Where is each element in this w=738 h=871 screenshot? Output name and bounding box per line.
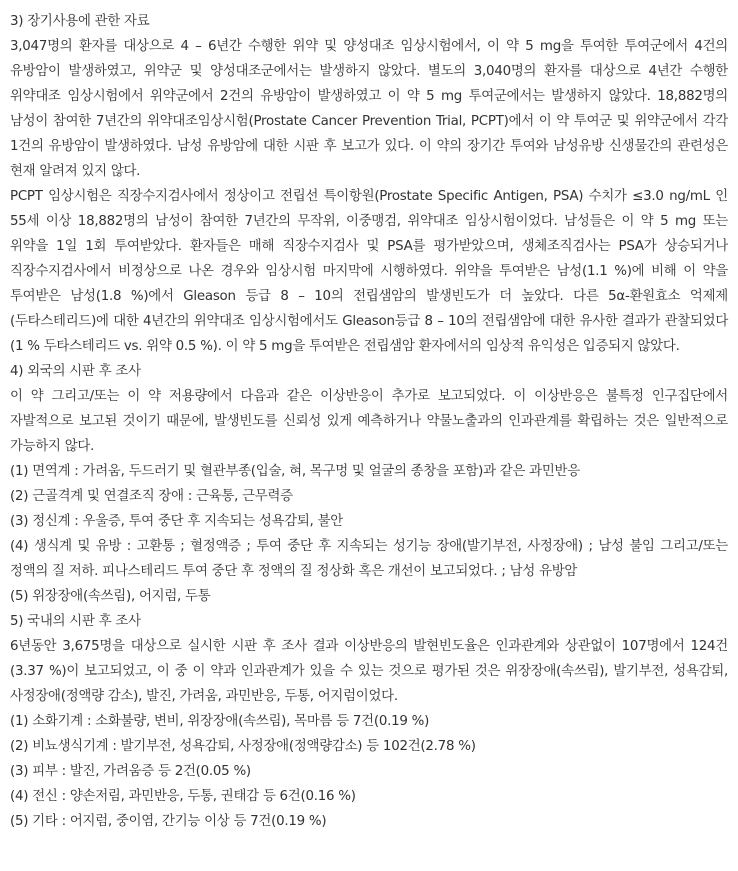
list-item-skin: (3) 피부 : 발진, 가려움증 등 2건(0.05 %) [10, 764, 251, 779]
list-item-psychiatric: (3) 정신계 : 우울증, 투여 중단 후 지속되는 성욕감퇴, 불안 [10, 514, 343, 529]
section-heading-long-term-use: 3) 장기사용에 관한 자료 [10, 14, 150, 29]
list-item-musculoskeletal: (2) 근골격계 및 연결조직 장애 : 근육통, 근무력증 [10, 489, 293, 504]
list-item-digestive: (1) 소화기계 : 소화불량, 변비, 위장장애(속쓰림), 목마름 등 7건(0.19 %) [10, 714, 430, 729]
paragraph-foreign-postmarketing-intro: 이 약 그리고/또는 이 약 저용량에서 다음과 같은 이상반응이 추가로 보고되었다. 이 이상반응은 불특정 인구집단에서 자발적으로 보고된 것이기 때문에, 발생빈도를 신뢰성 있게 예측하거나 약물노출과의 인과관계를 확립하는 것은 일반적으로 가능하지 않다. [10, 389, 728, 454]
list-item-general: (4) 전신 : 양손저림, 과민반응, 두통, 권태감 등 6건(0.16 %) [10, 789, 356, 804]
paragraph-pcpt-trial: PCPT 임상시험은 직장수지검사에서 정상이고 전립선 특이항원(Prostate Specific Antigen, PSA) 수치가 ≤3.0 ng/mL 인 55세 이상 18,882명의 남성이 참여한 7년간의 무작위, 이중맹검, 위약대조 임상시험이었다. 남성들은 이 약 5 mg 또는 위약을 1일 1회 투여받았다. 환자들은 매해 직장수지검사 및 PSA를 평가받았으며, 생체조직검사는 PSA가 상승되거나 직장수지검사에서 비정상으로 나온 경우와 임상시험 마지막에 시행하였다. 위약을 투여받은 남성(1.1 %)에 비해 이 약을 투여받은 남성(1.8 %)에서 Gleason 등급 8 – 10의 전립샘암의 발생빈도가 더 높았다. 다른 5α-환원효소 억제제(두타스테리드)에 대한 4년간의 위약대조 임상시험에서도 Gleason등급 8 – 10의 전립샘암에 대한 유사한 결과가 관찰되었다(1 % 두타스테리드 vs. 위약 0.5 %). 이 약 5 mg을 투여받은 전립샘암 환자에서의 임상적 유익성은 입증되지 않았다. [10, 189, 728, 354]
section-heading-domestic-postmarketing: 5) 국내의 시판 후 조사 [10, 614, 141, 629]
list-item-other: (5) 기타 : 어지럼, 중이염, 간기능 이상 등 7건(0.19 %) [10, 814, 327, 829]
paragraph-breast-cancer-trials: 3,047명의 환자를 대상으로 4 – 6년간 수행한 위약 및 양성대조 임상시험에서, 이 약 5 mg을 투여한 투여군에서 4건의 유방암이 발생하였고, 위약군 및 양성대조군에서는 발생하지 않았다. 별도의 3,040명의 환자를 대상으로 4년간 수행한 위약대조 임상시험에서 위약군에서 2건의 유방암이 발생하였고 이 약 5 mg 투여군에서는 발생하지 않았다. 18,882명의 남성이 참여한 7년간의 위약대조임상시험(Prostate Cancer Prevention Trial, PCPT)에서 이 약 투여군 및 위약군에서 각각 1건의 유방암이 발생하였다. 남성 유방암에 대한 시판 후 보고가 있다. 이 약의 장기간 투여와 남성유방 신생물간의 관련성은 현재 알려져 있지 않다. [10, 39, 728, 179]
section-heading-foreign-postmarketing: 4) 외국의 시판 후 조사 [10, 364, 141, 379]
list-item-reproductive: (4) 생식계 및 유방 : 고환통 ; 혈정액증 ; 투여 중단 후 지속되는 성기능 장애(발기부전, 사정장애) ; 남성 불임 그리고/또는 정액의 질 저하. 피나스테리드 투여 중단 후 정액의 질 정상화 혹은 개선이 보고되었다. ; 남성 유방암 [10, 539, 728, 579]
list-item-urogenital: (2) 비뇨생식기계 : 발기부전, 성욕감퇴, 사정장애(정액량감소) 등 102건(2.78 %) [10, 739, 476, 754]
list-item-gastrointestinal-other: (5) 위장장애(속쓰림), 어지럼, 두통 [10, 589, 211, 604]
paragraph-domestic-postmarketing-summary: 6년동안 3,675명을 대상으로 실시한 시판 후 조사 결과 이상반응의 발현빈도율은 인과관계와 상관없이 107명에서 124건(3.37 %)이 보고되었고, 이 중 이 약과 인과관계가 있을 수 있는 것으로 평가된 것은 위장장애(속쓰림), 발기부전, 성욕감퇴, 사정장애(정액량 감소), 발진, 가려움, 과민반응, 두통, 어지럼이었다. [10, 639, 728, 704]
list-item-immune-system: (1) 면역계 : 가려움, 두드러기 및 혈관부종(입술, 혀, 목구멍 및 얼굴의 종창을 포함)과 같은 과민반응 [10, 464, 580, 479]
